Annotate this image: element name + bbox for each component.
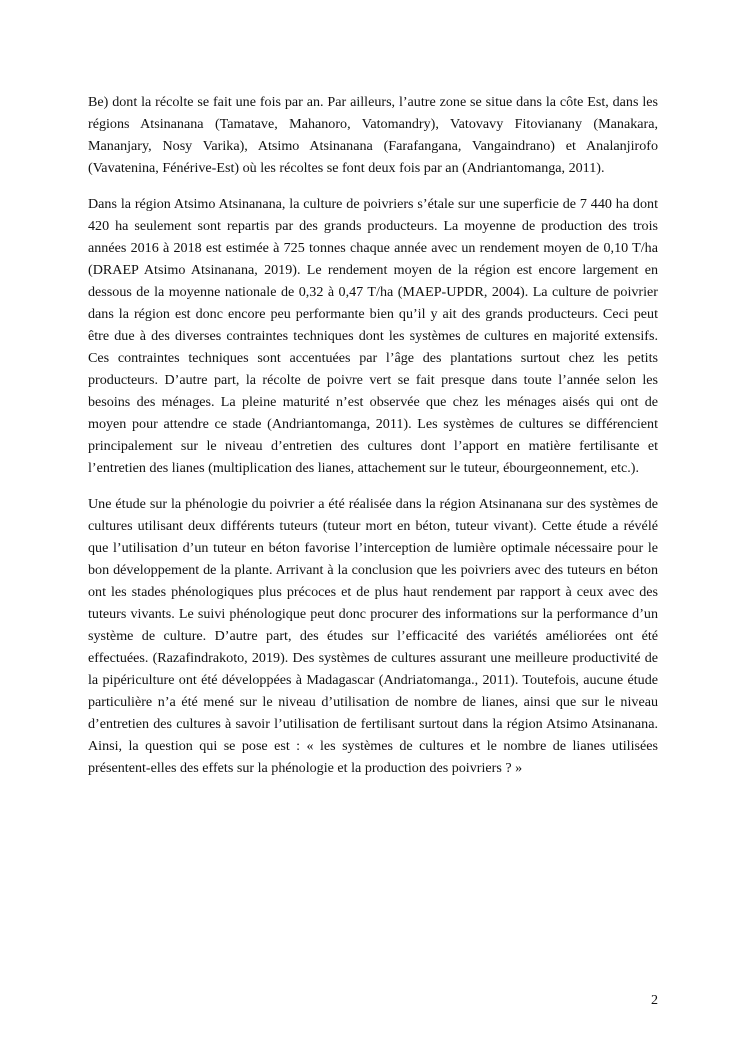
paragraph-harvest-zones: Be) dont la récolte se fait une fois par an. Par ailleurs, l’autre zone se situe dans la côte Est, dans les régions Atsinanana (Tamatave, Mahanoro, Vatomandry), Vatovavy Fitovianany (Manakara, Mananjary, Nosy Varika), Atsimo Atsinanana (Farafangana, Vangaindrano) et Analanjirofo (Vavatenina, Fénérive-Est) où les récoltes se font deux fois par an (Andriantomanga, 2011). <box>88 94 658 176</box>
paragraph-phenology-study: Une étude sur la phénologie du poivrier a été réalisée dans la région Atsinanana sur des systèmes de cultures utilisant deux différents tuteurs (tuteur mort en béton, tuteur vivant). Cette étude a révélé que l’utilisation d’un tuteur en béton favorise l’interception de lumière optimale nécessaire pour le bon développement de la plante. Arrivant à la conclusion que les poivriers avec des tuteurs en béton ont les stades phénologiques plus précoces et de plus haut rendement par rapport à ceux avec des tuteurs vivants. Le suivi phénologique peut donc procurer des informations sur la performance d’un système de culture. D’autre part, des études sur l’efficacité des variétés améliorées ont été effectuées. (Razafindrakoto, 2019). Des systèmes de cultures assurant une meilleure productivité de la pipériculture ont été développées à Madagascar (Andriatomanga., 2011). Toutefois, aucune étude particulière n’a été mené sur le niveau d’utilisation de nombre de lianes, ainsi que sur le niveau d’entretien des cultures à savoir l’utilisation de fertilisant surtout dans la région Atsimo Atsinanana. Ainsi, la question qui se pose est : « les systèmes de cultures et le nombre de lianes utilisées présentent-elles des effets sur la phénologie et la production des poivriers ? » <box>88 496 658 776</box>
page-number: 2 <box>650 992 658 1008</box>
page-body <box>88 91 658 793</box>
paragraph-atsimo-atsinanana: Dans la région Atsimo Atsinanana, la culture de poivriers s’étale sur une superficie de 7 440 ha dont 420 ha seulement sont repartis par des grands producteurs. La moyenne de production des trois années 2016 à 2018 est estimée à 725 tonnes chaque année avec un rendement moyen de 0,10 T/ha (DRAEP Atsimo Atsinanana, 2019). Le rendement moyen de la région est encore largement en dessous de la moyenne nationale de 0,32 à 0,47 T/ha (MAEP-UPDR, 2004). La culture de poivrier dans la région est donc encore peu performante bien qu’il y ait des grands producteurs. Ceci peut être due à des diverses contraintes techniques dont les systèmes de cultures en majorité extensifs. Ces contraintes techniques sont accentuées par l’âge des plantations surtout chez les petits producteurs. D’autre part, la récolte de poivre vert se fait presque dans toute l’année selon les besoins des ménages. La pleine maturité n’est observée que chez les ménages aisés qui ont de moyen pour attendre ce stade (Andriantomanga, 2011). Les systèmes de cultures se différencient principalement sur le niveau d’entretien des cultures dont l’apport en matière fertilisante et l’entretien des lianes (multiplication des lianes, attachement sur le tuteur, ébourgeonnement, etc.). <box>88 196 658 476</box>
